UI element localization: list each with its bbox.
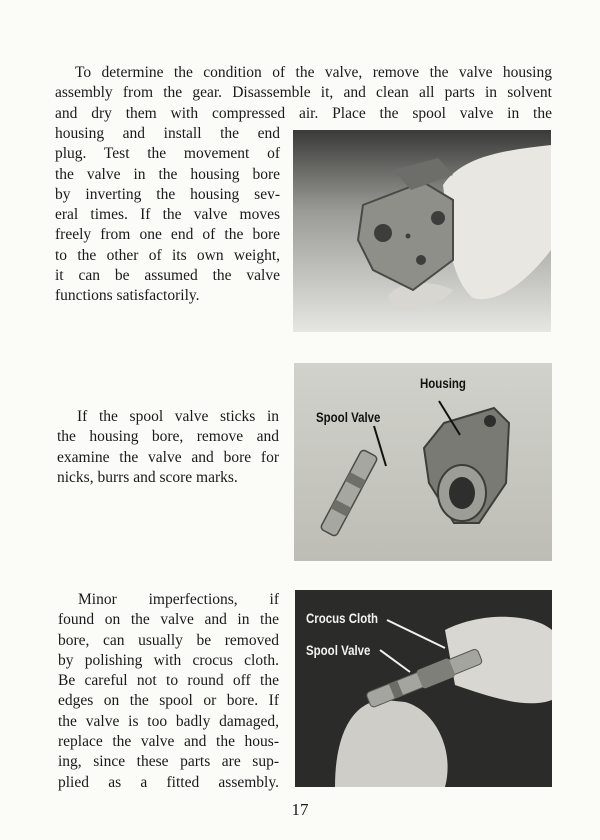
paragraph-line: edges on the spool or bore. If [58, 692, 279, 710]
paragraph-line: the valve is too badly damaged, [58, 712, 279, 730]
intro-line: and dry them with compressed air. Place the spool valve in the [55, 104, 552, 122]
paragraph-line: nicks, burrs and score marks. [57, 468, 238, 486]
paragraph-line: functions satisfactorily. [55, 287, 200, 305]
paragraph-line: plug. Test the movement of [55, 145, 280, 163]
page-number: 17 [291, 800, 309, 819]
paragraph-line: Minor imperfections, if [78, 591, 279, 608]
paragraph-line: by polishing with crocus cloth. [58, 651, 279, 669]
crocus-cloth-label: Crocus Cloth [306, 610, 379, 626]
crocus-cloth-paragraph [58, 590, 279, 793]
paragraph-line: bore, can usually be removed [58, 631, 279, 649]
intro-line: To determine the condition of the valve, remove the valve housing [75, 64, 552, 81]
intro-line: assembly from the gear. Disassemble it, and clean all parts in solvent [55, 84, 552, 102]
paragraph-line: plied as a fitted assembly. [58, 773, 279, 791]
intro-paragraph [55, 63, 552, 124]
paragraph-line: ing, since these parts are sup- [58, 753, 279, 771]
spool-valve-label: Spool Valve [316, 409, 381, 425]
spool-sticks-paragraph [57, 407, 279, 488]
paragraph-line: examine the valve and bore for [57, 448, 279, 466]
paragraph-line: replace the valve and the hous- [58, 733, 279, 751]
paragraph-line: housing and install the end [55, 125, 280, 142]
paragraph-line: Be careful not to round off the [58, 672, 279, 690]
spool-valve-label: Spool Valve [306, 642, 371, 658]
paragraph-line: by inverting the housing sev- [55, 185, 280, 203]
photo-spool-valve-and-housing [294, 363, 552, 561]
photo-hand-holding-housing [293, 130, 551, 332]
paragraph-line: to the other of its own weight, [55, 246, 280, 264]
photo-polishing-crocus-cloth [295, 590, 552, 787]
paragraph-line: the housing bore, remove and [57, 428, 279, 446]
paragraph-line: If the spool valve sticks in [77, 408, 279, 425]
paragraph-line: it can be assumed the valve [55, 267, 280, 285]
paragraph-line: eral times. If the valve moves [55, 206, 280, 224]
paragraph-line: found on the valve and in the [58, 611, 279, 629]
valve-test-paragraph [55, 124, 280, 307]
paragraph-line: freely from one end of the bore [55, 226, 280, 244]
paragraph-line: the valve in the housing bore [55, 165, 280, 183]
housing-label: Housing [420, 375, 466, 391]
